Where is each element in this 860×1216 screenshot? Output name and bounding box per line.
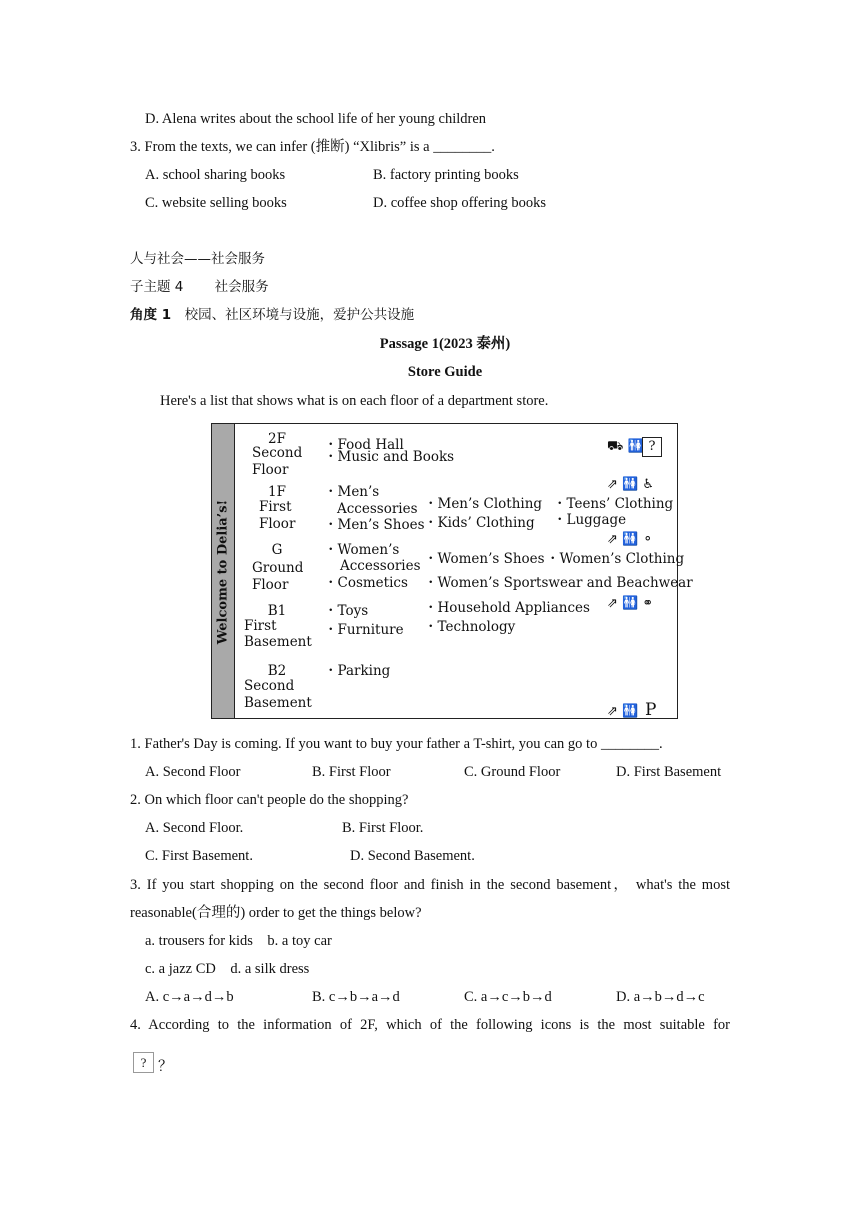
q3-option-b: B. c→b→a→d	[312, 989, 400, 1005]
passage-subtitle: Store Guide	[407, 364, 483, 380]
g-item-womens-shoes: ・Women’s Shoes	[424, 551, 545, 567]
2f-item-food-hall: ・Food Hall	[324, 437, 404, 453]
topic-line-2: 子主题 4 社会服务	[130, 279, 269, 295]
floor-1f-code: 1F	[268, 484, 286, 500]
g-facility-icons: ⇗ 🚻 ⚬	[607, 532, 654, 547]
q1-option-c: C. Ground Floor	[464, 764, 561, 780]
b1-facility-icons: ⇗ 🚻 ⚭	[607, 596, 654, 611]
g-item-accessories: Accessories	[340, 558, 421, 574]
g-item-cosmetics: ・Cosmetics	[324, 575, 408, 591]
b1-item-furniture: ・Furniture	[324, 622, 404, 638]
question-mark-box: ?	[642, 437, 662, 457]
floor-b2-code: B2	[267, 663, 287, 679]
floor-b2-name2: Basement	[244, 695, 312, 711]
question-3-line-1: 3. If you start shopping on the second floor and finish in the second basement， what's the most	[130, 877, 730, 893]
option-b-prev: B. factory printing books	[373, 167, 519, 183]
q3-items-1: a. trousers for kids b. a toy car	[145, 933, 332, 949]
option-d-prev: D. Alena writes about the school life of her young children	[145, 111, 487, 127]
option-c-prev: C. website selling books	[145, 195, 287, 211]
b1-item-technology: ・Technology	[424, 619, 516, 635]
question-3-prev: 3. From the texts, we can infer (推断) “Xlibris” is a ________.	[130, 139, 495, 155]
g-item-sportswear: ・Women’s Sportswear and Beachwear	[424, 575, 693, 591]
floor-2f-code: 2F	[268, 431, 286, 447]
floor-b1-code: B1	[267, 603, 287, 619]
1f-item-teens-clothing: ・Teens’ Clothing	[553, 496, 674, 512]
q3-option-a: A. c→a→d→b	[145, 989, 234, 1005]
floor-g-name2: Floor	[252, 577, 289, 593]
q1-option-b: B. First Floor	[312, 764, 391, 780]
passage-title: Passage 1(2023 泰州)	[379, 336, 511, 352]
question-4-line-1: 4. According to the information of 2F, which of the following icons is the most suitable for	[130, 1017, 730, 1033]
q3-option-c: C. a→c→b→d	[464, 989, 552, 1005]
topic-line-1: 人与社会——社会服务	[130, 251, 265, 267]
2f-facility-icons: ⛟ 🚻	[607, 439, 644, 454]
b1-item-household-appliances: ・Household Appliances	[424, 600, 590, 616]
question-2: 2. On which floor can't people do the shopping?	[130, 792, 409, 808]
q2-option-b: B. First Floor.	[342, 820, 424, 836]
1f-item-mens-shoes: ・Men’s Shoes	[324, 517, 425, 533]
1f-item-kids-clothing: ・Kids’ Clothing	[424, 515, 535, 531]
g-item-womens: ・Women’s	[324, 542, 400, 558]
q1-option-a: A. Second Floor	[145, 764, 241, 780]
2f-item-music-books: ・Music and Books	[324, 449, 455, 465]
q2-option-c: C. First Basement.	[145, 848, 253, 864]
1f-item-mens: ・Men’s	[324, 484, 380, 500]
welcome-band	[212, 424, 235, 718]
g-item-womens-clothing: ・Women’s Clothing	[546, 551, 685, 567]
welcome-text: Welcome to Delia’s!	[215, 499, 231, 645]
q1-option-d: D. First Basement	[616, 764, 722, 780]
floor-g-name1: Ground	[252, 560, 304, 576]
floor-2f-name2: Floor	[252, 462, 289, 478]
topic-angle-label: 角度 1	[130, 307, 172, 323]
floor-b1-name2: Basement	[244, 634, 312, 650]
floor-1f-name2: Floor	[259, 516, 296, 532]
passage-intro: Here's a list that shows what is on each floor of a department store.	[160, 393, 549, 409]
topic-line-3	[130, 306, 414, 324]
q2-option-a: A. Second Floor.	[145, 820, 244, 836]
q3-items-2: c. a jazz CD d. a silk dress	[145, 961, 310, 977]
1f-item-accessories: Accessories	[337, 501, 418, 517]
q2-option-d: D. Second Basement.	[350, 848, 475, 864]
floor-b1-name1: First	[244, 618, 277, 634]
b2-item-parking: ・Parking	[324, 663, 391, 679]
1f-item-luggage: ・Luggage	[553, 512, 627, 528]
1f-item-mens-clothing: ・Men’s Clothing	[424, 496, 543, 512]
floor-1f-name1: First	[259, 499, 292, 515]
b2-facility-icons: ⇗ 🚻	[607, 704, 639, 719]
b1-item-toys: ・Toys	[324, 603, 369, 619]
q4-question-box: ?	[133, 1052, 154, 1073]
parking-icon: P	[645, 700, 657, 720]
option-a-prev: A. school sharing books	[145, 167, 286, 183]
floor-g-code: G	[271, 542, 283, 558]
store-guide-figure	[211, 423, 693, 720]
question-1: 1. Father's Day is coming. If you want to buy your father a T-shirt, you can go to ________.	[130, 736, 663, 752]
q4-end-mark: ？	[158, 1059, 173, 1075]
floor-2f-name1: Second	[252, 445, 303, 461]
question-3-line-2: reasonable(合理的) order to get the things below?	[130, 905, 422, 921]
topic-angle-text: 校园、社区环境与设施，爱护公共设施	[171, 307, 415, 323]
floor-b2-name1: Second	[244, 678, 295, 694]
1f-facility-icons: ⇗ 🚻 ♿	[607, 477, 654, 492]
q3-option-d: D. a→b→d→c	[616, 989, 705, 1005]
option-d2-prev: D. coffee shop offering books	[373, 195, 547, 211]
